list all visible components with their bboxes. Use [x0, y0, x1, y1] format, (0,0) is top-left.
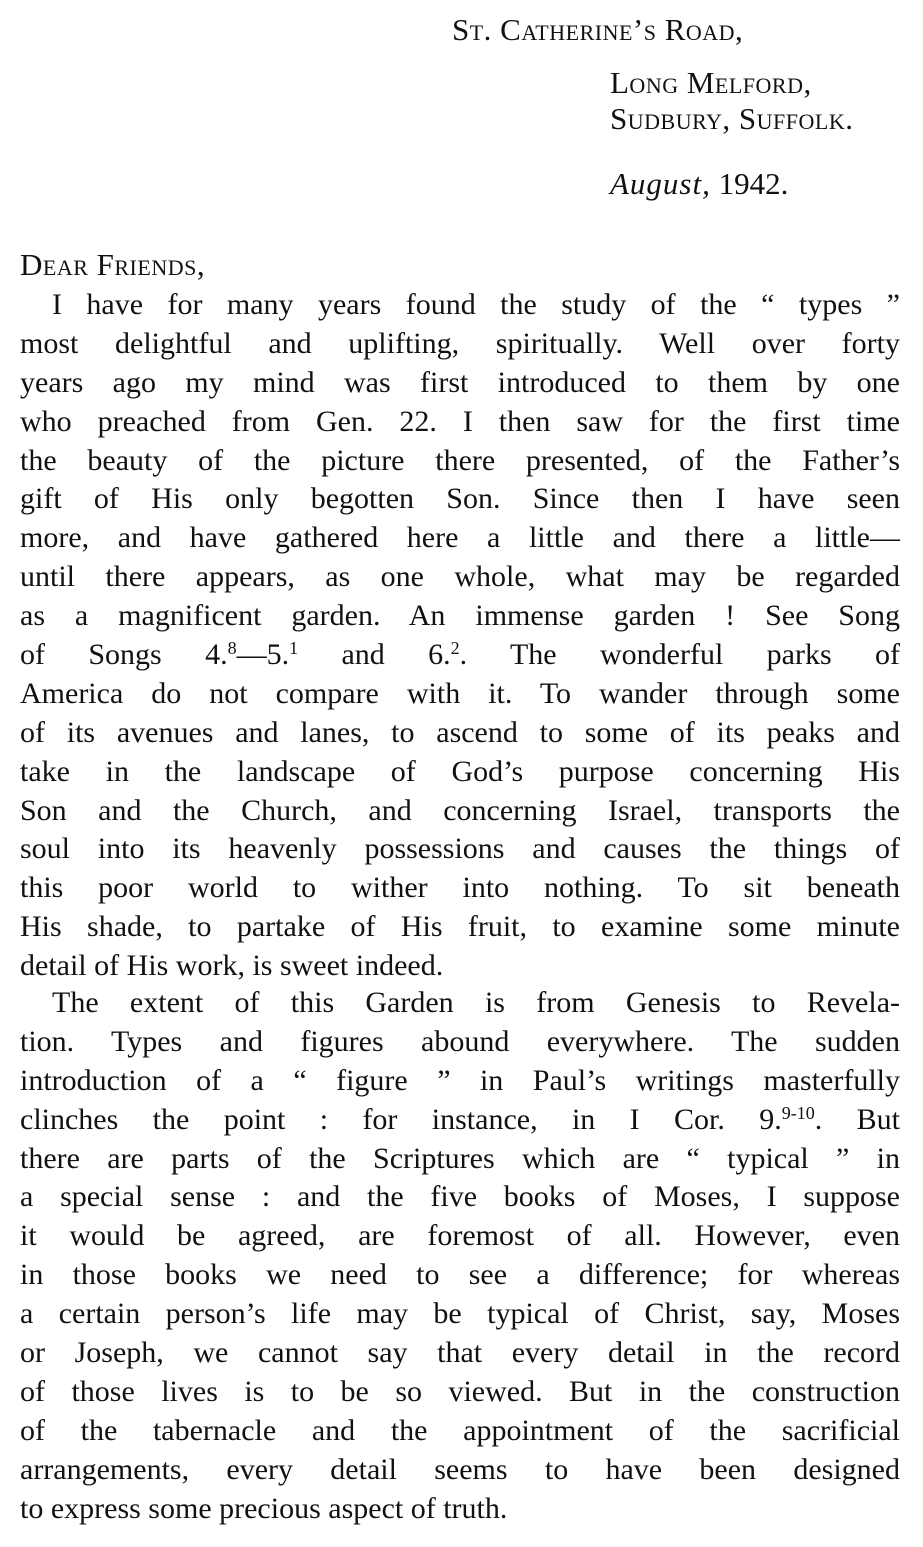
text-segment: —5. — [236, 638, 290, 672]
text-line: of its avenues and lanes, to ascend to some of its peaks and — [20, 715, 900, 749]
text-line: a certain person’s life may be typical of Christ, say, Moses — [20, 1297, 900, 1331]
text-line: tion. Types and figures abound everywhere. The sudden — [20, 1024, 900, 1058]
text-line: The extent of this Garden is from Genesis to Revela- — [52, 986, 900, 1019]
text-line: as a magnificent garden. An immense garden ! See Song — [20, 599, 900, 633]
verse-superscript: 9-10 — [781, 1102, 815, 1123]
verse-superscript: 8 — [227, 638, 237, 659]
text-line: America do not compare with it. To wander through some — [20, 676, 900, 710]
text-line: more, and have gathered here a little and there a little— — [20, 521, 900, 555]
text-line — [20, 1101, 900, 1140]
paragraph — [20, 984, 900, 1528]
text-line: soul into its heavenly possessions and causes the things of — [20, 832, 900, 866]
text-line: until there appears, as one whole, what may be regarded — [20, 560, 900, 594]
address-line: Long Melford, — [610, 65, 812, 100]
text-line: years ago my mind was first introduced to them by one — [20, 365, 900, 399]
text-line: of the tabernacle and the appointment of the sacrificial — [20, 1413, 900, 1447]
text-line: gift of His only begotten Son. Since then I have seen — [20, 482, 900, 516]
text-line: it would be agreed, are foremost of all. However, even — [20, 1219, 900, 1253]
text-line: His shade, to partake of His fruit, to examine some minute — [20, 910, 900, 944]
address-line: St. Catherine’s Road, — [452, 12, 744, 47]
text-line: who preached from Gen. 22. I then saw for the first time — [20, 404, 900, 438]
text-line: or Joseph, we cannot say that every detail in the record — [20, 1336, 900, 1370]
text-segment: . The wonderful parks of — [459, 638, 900, 672]
text-segment: clinches the point : for instance, in I Cor. 9. — [20, 1102, 782, 1136]
verse-superscript: 1 — [289, 638, 299, 659]
date-month: August, — [610, 166, 711, 201]
text-segment: and 6. — [298, 638, 451, 672]
text-line: there are parts of the Scriptures which are “ typical ” in — [20, 1141, 900, 1175]
date-year: 1942. — [718, 166, 789, 201]
text-line: Son and the Church, and concerning Israel, transports the — [20, 793, 900, 827]
text-line — [20, 636, 900, 675]
paragraph — [20, 286, 900, 986]
text-line: introduction of a “ figure ” in Paul’s writings masterfully — [20, 1063, 900, 1097]
text-line: of those lives is to be so viewed. But in the construction — [20, 1374, 900, 1408]
text-line: in those books we need to see a difference; for whereas — [20, 1258, 900, 1292]
text-line: the beauty of the picture there presented, of the Father’s — [20, 443, 900, 477]
text-line: take in the landscape of God’s purpose concerning His — [20, 754, 900, 788]
text-line: detail of His work, is sweet indeed. — [20, 949, 444, 983]
letter-date — [610, 168, 788, 199]
text-line: arrangements, every detail seems to have been designed — [20, 1452, 900, 1486]
verse-superscript: 2 — [450, 638, 460, 659]
text-line: I have for many years found the study of the “ types ” — [52, 288, 900, 321]
text-line: to express some precious aspect of truth. — [20, 1491, 508, 1525]
text-segment: . But — [814, 1102, 900, 1136]
text-segment: of Songs 4. — [20, 638, 228, 672]
salutation: Dear Friends, — [20, 247, 206, 282]
text-line: a special sense : and the five books of Moses, I suppose — [20, 1180, 900, 1214]
text-line: most delightful and uplifting, spiritually. Well over forty — [20, 326, 900, 360]
text-line: this poor world to wither into nothing. To sit beneath — [20, 871, 900, 905]
address-line: Sudbury, Suffolk. — [610, 101, 854, 136]
